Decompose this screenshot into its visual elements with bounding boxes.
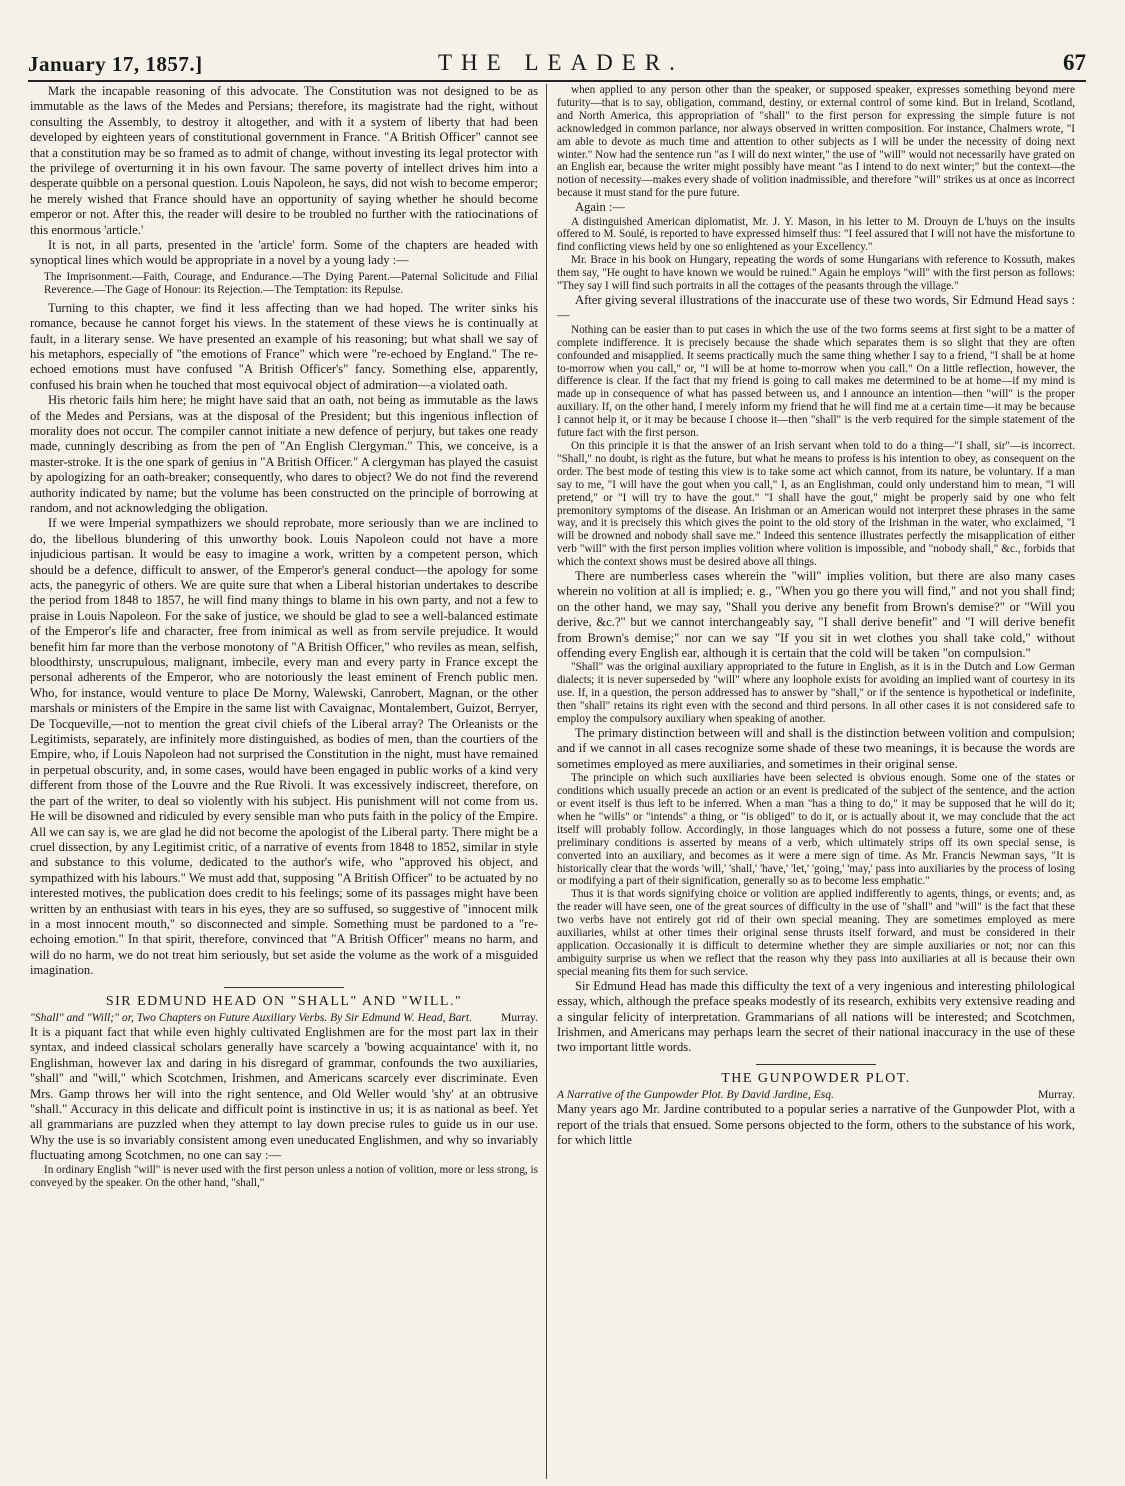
chapter-headings-quote [30,271,538,297]
block-quote [557,84,1075,200]
review-paragraph: Mark the incapable reasoning of this advocate. The Constitution was not designed to be as immutable as the laws of the Medes and Persians; therefore, its magistrate had the right, without consulting the Assembly, to destroy it altogether, and with it a system of liberty that had been developed by eighteen years of constitutional government in France. "A British Officer" cannot see that a constitution may be so framed as to admit of change, without investing its legal protector with the privilege of overturning it in his own favour. The same poverty of intellect drives him into a desperate quibble on a personal question. Louis Napoleon, he says, did not wish to become emperor; he merely wished that France should have an opportunity of saying whether he should become emperor or not. After this, the reader will desire to be troubled no further with the ratiocinations of this enormous 'article.' [30,84,538,237]
quote-paragraph: Thus it is that words signifying choice or volition are applied indifferently to agents, things, or events; and, as the reader will have seen, one of the great sources of difficulty in the use of "shall" and "will" is the fact that these two verbs have not entirely got rid of their own special meaning. They are sometimes employed as mere auxiliaries, whilst at other times their original sense thrusts itself forward, and must be considered in their application. Occasionally it is difficult to determine whether they are simple auxiliaries or not; nor can this ambiguity surprise us when we reflect that the reason why they pass into auxiliaries at all is because their own special meaning fits them for such service. [557,888,1075,978]
review-paragraph: If we were Imperial sympathizers we should reprobate, more seriously than we are inclined to do, the libellous blundering of this unworthy book. Louis Napoleon could not have a more injudicious partisan. It would be easy to imagine a work, written by a competent person, which should be a defence, difficult to answer, of the Emperor's general conduct—the apology for some acts, the panegyric of others. We are quite sure that when a Liberal historian undertakes to describe the period from 1848 to 1857, he will find many things to blame in his own party, and not a few to praise in Louis Napoleon. For the sake of justice, we should be glad to see a well-balanced estimate of the Emperor's life and character, free from inimical as well as from servile prejudice. It would benefit him far more than the verbose monotony of "A British Officer," who reviles as mean, selfish, bloodthirsty, unscrupulous, malignant, imbecile, every man and every party in France except the personal adherents of the Emperor, who are notoriously the least eminent of French public men. Who, for instance, would venture to place De Morny, Walewski, Canrobert, Magnan, or the other marshals or ministers of the Empire in the same list with Cavaignac, Montalembert, Guizot, Berryer, De Tocqueville,—not to mention the great civil chiefs of the Liberal array? The Orleanists or the Legitimists, separately, are infinitely more distinguished, as bodies of men, than the courtiers of the Empire, who, if Louis Napoleon had not surprised the Constitution in the night, must have remained in perpetual obscurity, and, in some cases, would have been engaged in public works of a kind very different from those of the Louvre and the Rue Rivoli. It was excessively indiscreet, therefore, on the part of the writer, to deal so violently with his subject. His punishment will not come from us. He will be disowned and ridiculed by every sensible man who puts faith in the policy of the Empire. All we can say is, we are glad he did not become the apologist of the Liberal party. There might be a cruel dissection, by any Legitimist critic, of a narrative of events from 1848 to 1852, similar in style and substance to this volume, dedicated to the author's wife, who "approved his object, and sympathized with his labours." We must add that, supposing "A British Officer" to be actuated by no interested motives, the publication does credit to his feelings; some of its passages might have been written by an enthusiast with tears in his eyes, they are so suffused, so suggestive of "innocent milk in a most innocent mouth," so disconnected and simple. Something must be pardoned to a "re-echoing emotion." In that spirit, therefore, convinced that "A British Officer" means no harm, and will do no harm, we do not treat him seriously, but set aside the volume as the work of a misguided imagination. [30,516,538,978]
chapter-lines: The Imprisonment.—Faith, Courage, and Endurance.—The Dying Parent.—Paternal Solicitude and Filial Reverence.—The Gage of Honour: its Rejection.—The Temptation: its Repulse. [44,270,538,296]
body-paragraph: Sir Edmund Head has made this difficulty the text of a very ingenious and interesting philological essay, which, although the preface speaks modestly of its research, exhibits very extensive reading and a singular felicity of interpretation. Grammarians of all nations will be interested; and Scotchmen, Irishmen, and Americans may perhaps learn the secret of their national inaccuracy in the use of these two important little words. [557,978,1075,1055]
quote-paragraph: Nothing can be easier than to put cases in which the use of the two forms seems at first sight to be a matter of complete indifference. It is precisely because the shade which separates them is so slight that they are often confounded and misapplied. It seems practically much the same thing whether I say to a friend, "I shall be at home to-morrow when you call," or, "I will be at home to-morrow when you call." On a little reflection, however, the difference is clear. If the fact that my friend is going to call makes me determined to be at home—if my mind is made up in consequence of what has passed between us, and I announce an intention—then "will" is the proper auxiliary. If, on the other hand, I merely inform my friend that he will find me at a certain time—it may be because I cannot help it, or it may be because I choose it—then "shall" is the verb required for the simple statement of the future fact with the first person. [557,323,1075,440]
section-title-shall-will: SIR EDMUND HEAD ON "SHALL" AND "WILL." [105,993,463,1009]
body-paragraph: The primary distinction between will and shall is the distinction between volition and compulsion; and if we cannot in all cases recognize some shade of these two meanings, it is because the words are sometimes employed as mere auxiliaries, and sometimes in their original sense. [557,726,1075,771]
block-quote [557,772,1075,979]
publisher: Murray. [1038,1088,1075,1102]
issue-date: January 17, 1857.] [28,52,203,76]
quote-paragraph: Mr. Brace in his book on Hungary, repeating the words of some Hungarians with reference to Kossuth, makes them say, "He ought to have known we would be ruined." Again he employs "will" with the first person as follows: "They say I will find such portraits in all the cottages of the peasants through the village." [557,254,1075,293]
article-intro: It is a piquant fact that while even highly cultivated Englishmen are for the most part lax in their syntax, and indeed classical scholars generally have scarcely a 'bowing acquaintance' with it, no Englishman, however lax and daring in his disregard of grammar, confounds the two auxiliaries, "shall" and "will," which Scotchmen, Irishmen, and Americans scarcely ever discriminate. Even Mrs. Gamp throws her will into the right sentence, and Old Weller would 'shy' at an obtrusive "shall." Accuracy in this delicate and difficult point is instinctive in us; it is as national as beef. Yet all grammarians are puzzled when they attempt to lay down precise rules to guide us in our use. Why the use is so invariably consistent among even uneducated Englishmen, and why so invariably fluctuating among Scotchmen, no one can say :— [30,1024,538,1163]
body-paragraph: There are numberless cases wherein the "will" implies volition, but there are also many cases wherein no volition at all is implied; e. g., "When you go there you will find," and not you shall find; on the other hand, we may say, "Shall you derive any benefit from Brown's demise?" or "Will you derive, &c.?" but we cannot interchangeably say, "I shall derive benefit" and "I will derive benefit from Brown's demise;" nor can we say "If you sit in wet clothes you shall take cold," without offending every English ear, although it is certain that the cold will be taken "on compulsion." [557,569,1075,661]
book-byline [30,1011,538,1025]
article-intro: Many years ago Mr. Jardine contributed to a popular series a narrative of the Gunpowder Plot, with a report of the trials that ensued. Some persons objected to the form, others to the substance of his work, for which little [557,1102,1075,1147]
quote-paragraph: The principle on which such auxiliaries have been selected is obvious enough. Some one of the states or conditions which usually precede an action or an event is predicated of the subject of the sentence, and the action or event itself is thus left to be inferred. When a man "has a thing to do," it may be supposed that he will do it; when he "wills" or "intends" a thing, or "is obliged" to do it, or is actually about it, we may conclude that the act itself will probably follow. Accordingly, in those languages which do not possess a future, some one of these preliminary conditions is asserted by means of a verb, which ultimately strips off its own special sense, is converted into an auxiliary, and becomes as it were a mere sign of time. As Mr. Francis Newman says, "It is historically clear that the words 'will,' 'shall,' 'have,' 'let,' 'going,' 'may,' pass into auxiliaries by the process of losing or modifying a part of their signification, generally so as to become less emphatic." [557,772,1075,888]
section-title-gunpowder-plot: THE GUNPOWDER PLOT. [721,1070,911,1086]
section-divider [756,1064,876,1065]
block-quote [557,661,1075,726]
masthead [28,40,1086,82]
block-quote [557,324,1075,569]
quote-paragraph: In ordinary English "will" is never used with the first person unless a notion of volition, more or less strong, is conveyed by the speaker. On the other hand, "shall," [30,1163,538,1189]
newspaper-title: THE LEADER. [438,50,684,75]
byline-text: A Narrative of the Gunpowder Plot. By David Jardine, Esq. [557,1088,834,1102]
right-column [557,84,1075,1479]
page-number: 67 [1063,50,1086,75]
review-paragraph: It is not, in all parts, presented in the 'article' form. Some of the chapters are headed with synoptical lines which would be appropriate in a novel by a young lady :— [30,238,538,268]
quote-paragraph: when applied to any person other than the speaker, or supposed speaker, expresses something beyond mere futurity—that is to say, obligation, command, destiny, or external control of some kind. But in Ireland, Scotland, and North America, this appropriation of "shall" to the first person for expressing the simple future is not acknowledged in common parlance, nor always observed in written composition. For instance, Chalmers wrote, "I am able to devote as much time and attention to other subjects as I will be under the necessity of doing next winter." Now had the sentence run "as I will do next winter," the use of "will" would not necessarily have grated on an English ear, because the writer might possibly have meant "as I intend to do next winter;" but the context—the notion of necessity—makes every shade of volition inadmissible, and therefore "will" strikes us at once as incorrect because it must stand for the pure future. [557,84,1075,200]
book-byline [557,1088,1075,1102]
review-paragraph: Turning to this chapter, we find it less affecting than we had hoped. The writer sinks his romance, because he cannot forget his views. In the statement of these views he is continually at fault, in a literary sense. We have presented an example of his reasoning; but what shall we say of his metaphors, especially of "the emotions of France" which were "re-echoed by England." The re-echoed emotions must have confused "A British Officer's" fancy. Something else, apparently, confused his brain when he touched that most equivocal object of admiration—a violated oath. [30,300,538,392]
quote-paragraph: "Shall" was the original auxiliary appropriated to the future in English, as it is in the Dutch and Low German dialects; it is never superseded by "will" where any loophole exists for avoiding an implied want of courtesy in its use. If, in a question, the person addressed has to answer by "shall," or if the sentence is hypothetical or indefinite, then "shall" retains its right even with the second and third persons. In all other cases it is not considered safe to employ the compulsory auxiliary when speaking of another. [557,661,1075,726]
quote-paragraph: A distinguished American diplomatist, Mr. J. Y. Mason, in his letter to M. Drouyn de L'huys on the insults offered to M. Soulé, is reported to have expressed himself thus: "I feel assured that I will not have the misfortune to find conflicting views held by one so enlightened as your Excellency." [557,215,1075,254]
byline-text: "Shall" and "Will;" or, Two Chapters on Future Auxiliary Verbs. By Sir Edmund W. Head, Bart. [30,1010,472,1024]
block-quote [30,1164,538,1190]
publisher: Murray. [501,1010,538,1024]
section-divider [224,987,344,988]
review-paragraph: His rhetoric fails him here; he might have said that an oath, not being as immutable as the laws of the Medes and Persians, was at the disposal of the President; but this ingenious inflection of morality does not occur. The compiler cannot initiate a new defence of perjury, but takes one ready made, cunningly describing as from the pen of "An English Clergyman." This, we conceive, is a master-stroke. It is the one spark of genius in "A British Officer." A clergyman has played the casuist by apologizing for an oath-breaker; consequently, who dares to object? We do not find the reverend authority indicated by name; but the volume has been constructed on the principle of borrowing at random, and not acknowledging the obligation. [30,393,538,515]
left-column [30,84,538,1479]
body-paragraph: Again :— [575,200,626,215]
body-paragraph: After giving several illustrations of the inaccurate use of these two words, Sir Edmund Head says :— [557,293,1075,323]
column-divider [546,84,547,1479]
block-quote [557,216,1075,293]
quote-paragraph: On this principle it is that the answer of an Irish servant when told to do a thing—"I shall, sir"—is incorrect. "Shall," no doubt, is right as the future, but what he means to profess is his intention to obey, as consequent on the order. The best mode of testing this view is to take some act which cannot, from its nature, be voluntary. If a man say to me, "I will have the gout when you call," I, as an Englishman, could only understand him to mean, "I will pretend," or "I will try to have the gout." "I shall have the gout," might be properly said by one who felt premonitory symptoms of the disease. An Irishman or an American would not interpret these phrases in the same way, and it is precisely this which gives the point to the old story of the Irishman in the water, who exclaimed, "I will be drowned and nobody shall save me." Indeed this sentence illustrates perfectly the misapplication of either verb "will" with the first person implies volition where volition is impossible, and "nobody shall," &c., forbids that which the context shows must be desired above all things. [557,439,1075,569]
